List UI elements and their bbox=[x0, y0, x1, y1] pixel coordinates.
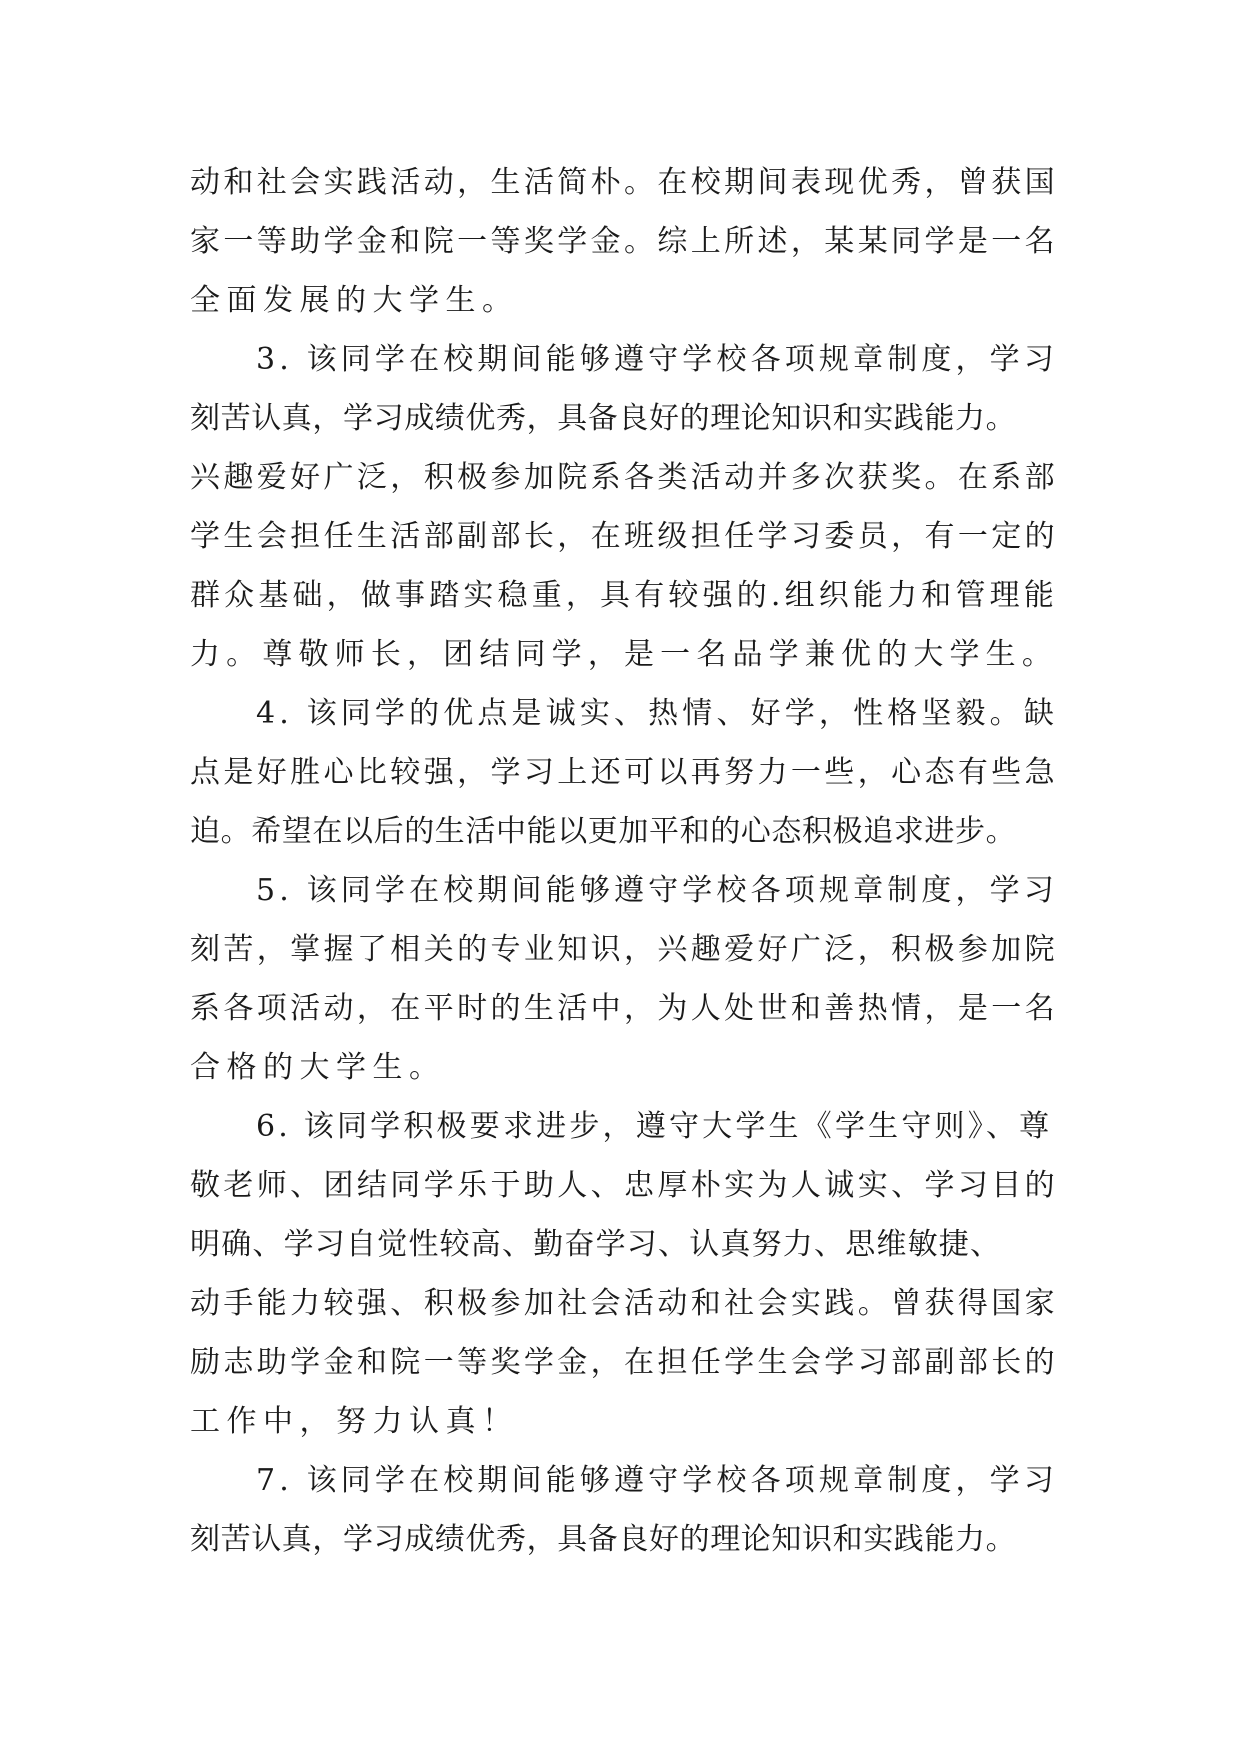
text-line: 6. 该同学积极要求进步，遵守大学生《学生守则》、尊 bbox=[256, 1109, 1053, 1144]
text-line: 学生会担任生活部副部长，在班级担任学习委员，有一定的 bbox=[190, 519, 1058, 554]
text-line: 兴趣爱好广泛，积极参加院系各类活动并多次获奖。在系部 bbox=[190, 460, 1058, 495]
text-line: 动和社会实践活动，生活简朴。在校期间表现优秀，曾获国 bbox=[190, 165, 1058, 200]
text-line: 点是好胜心比较强，学习上还可以再努力一些，心态有些急 bbox=[190, 755, 1058, 790]
text-line: 合格的大学生。 bbox=[190, 1050, 446, 1085]
text-line: 5. 该同学在校期间能够遵守学校各项规章制度，学习 bbox=[256, 873, 1058, 908]
text-line: 明确、学习自觉性较高、勤奋学习、认真努力、思维敏捷、 bbox=[190, 1227, 1002, 1262]
text-line: 系各项活动，在平时的生活中，为人处世和善热情，是一名 bbox=[190, 991, 1058, 1026]
text-line: 力。尊敬师长，团结同学，是一名品学兼优的大学生。 bbox=[190, 637, 1058, 672]
text-line: 刻苦认真，学习成绩优秀，具备良好的理论知识和实践能力。 bbox=[190, 401, 1017, 436]
text-line: 群众基础，做事踏实稳重，具有较强的.组织能力和管理能 bbox=[190, 578, 1058, 613]
text-line: 4. 该同学的优点是诚实、热情、好学，性格坚毅。缺 bbox=[256, 696, 1058, 731]
document-body bbox=[190, 153, 1058, 1569]
text-line: 全面发展的大学生。 bbox=[190, 283, 519, 318]
text-line: 刻苦认真，学习成绩优秀，具备良好的理论知识和实践能力。 bbox=[190, 1522, 1017, 1557]
text-line: 动手能力较强、积极参加社会活动和社会实践。曾获得国家 bbox=[190, 1286, 1058, 1321]
text-line: 刻苦，掌握了相关的专业知识，兴趣爱好广泛，积极参加院 bbox=[190, 932, 1058, 967]
text-line: 敬老师、团结同学乐于助人、忠厚朴实为人诚实、学习目的 bbox=[190, 1168, 1058, 1203]
text-line: 工作中，努力认真！ bbox=[190, 1404, 519, 1439]
text-line: 7. 该同学在校期间能够遵守学校各项规章制度，学习 bbox=[256, 1463, 1058, 1498]
text-line: 3. 该同学在校期间能够遵守学校各项规章制度，学习 bbox=[256, 342, 1058, 377]
text-line: 家一等助学金和院一等奖学金。综上所述，某某同学是一名 bbox=[190, 224, 1058, 259]
text-line: 励志助学金和院一等奖学金，在担任学生会学习部副部长的 bbox=[190, 1345, 1058, 1380]
text-line: 迫。希望在以后的生活中能以更加平和的心态积极追求进步。 bbox=[190, 814, 1017, 849]
